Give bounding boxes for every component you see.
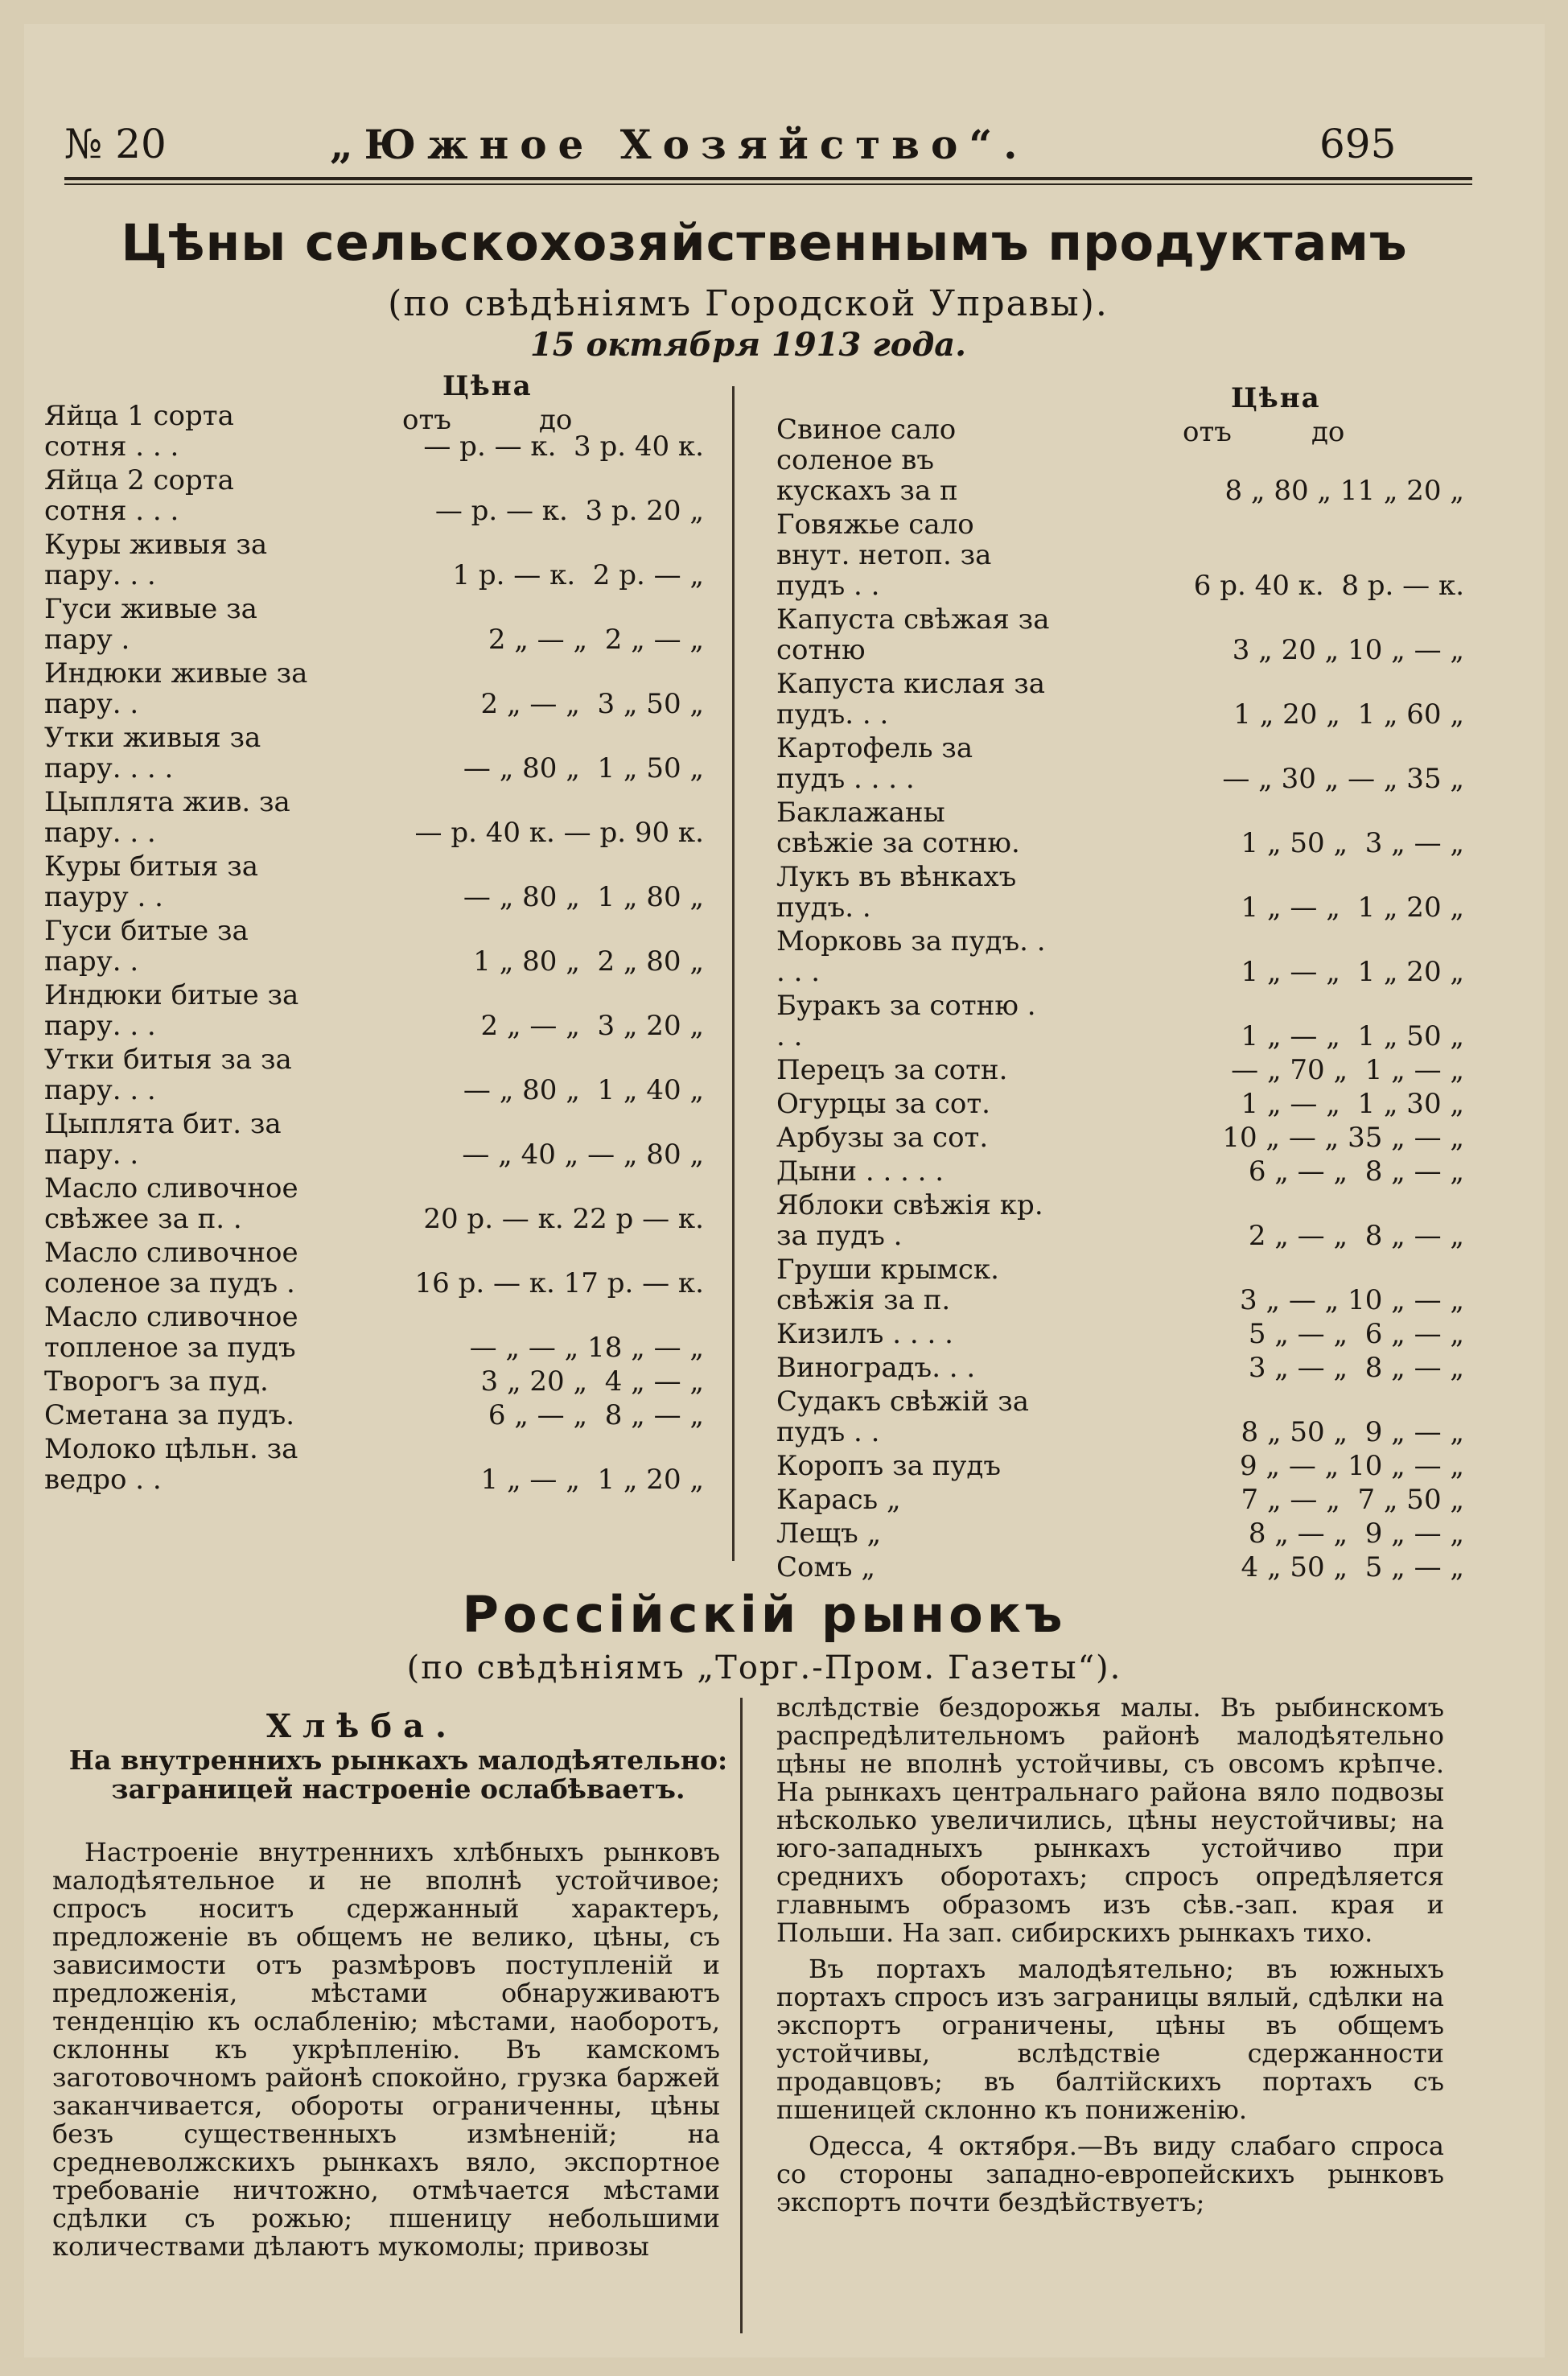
price-range: 9 „ — „ 10 „ — „ [1239,1450,1464,1482]
section-subheading: На внутреннихъ рынкахъ малодѣятельно: заграницей настроеніе ослабѣваетъ. [68,1744,728,1805]
left-from-label: отъ [402,404,451,436]
issue-number: № 20 [64,121,167,167]
left-to-label: до [539,404,573,436]
price-row [44,658,704,719]
price-range: 10 „ — „ 35 „ — „ [1222,1122,1464,1154]
price-row [44,529,704,591]
market-subtitle: (по свѣдѣніямъ „Торг.-Пром. Газеты“). [406,1649,1122,1686]
product-name: Сметана за пудъ. [44,1399,295,1431]
product-name: Картофель за пудъ . . . . [776,732,973,795]
price-row [44,1109,704,1170]
section-heading: Хлѣба. [266,1707,458,1745]
price-range: 2 „ — „ 3 „ 50 „ [480,688,704,720]
product-name: Индюки битые за пару. . . [44,979,299,1042]
right-from-label: отъ [1183,416,1232,448]
price-range: 1 „ 80 „ 2 „ 80 „ [473,945,704,978]
product-name: Яблоки свѣжія кр. за пудъ . [776,1189,1043,1252]
price-row [776,414,1464,506]
price-range: — „ 80 „ 1 „ 80 „ [463,881,704,913]
product-name: Куры битыя за пауру . . [44,850,259,913]
price-range: 20 р. — к. 22 р — к. [423,1203,704,1235]
product-name: Цыплята бит. за пару. . [44,1108,282,1171]
price-row [776,1122,1464,1153]
price-row [776,669,1464,730]
product-name: Перецъ за сотн. [776,1054,1008,1086]
price-range: 4 „ 50 „ 5 „ — „ [1241,1551,1464,1583]
right-paragraph: Въ портахъ малодѣятельно; въ южныхъ портахъ спросъ изъ заграницы вялый, сдѣлки на экспортъ ограничены, цѣны въ общемъ устойчивы, вслѣдствіе сдержанности продавцовъ; въ балтійскихъ портахъ съ пшеницей склонно къ пониженію. [776,1954,1444,2125]
price-range: 8 „ 80 „ 11 „ 20 „ [1224,475,1464,507]
product-name: Капуста свѣжая за сотню [776,603,1050,666]
price-range: 3 „ 20 „ 10 „ — „ [1232,634,1464,666]
product-name: Масло сливочное соленое за пудъ . [44,1237,298,1299]
right-article [776,1694,1444,2225]
product-name: Утки битыя за за пару. . . [44,1044,292,1106]
price-range: 2 „ — „ 8 „ — „ [1248,1220,1464,1252]
price-range: 3 „ 20 „ 4 „ — „ [480,1365,704,1398]
price-row [776,1254,1464,1316]
price-row [44,851,704,912]
price-range: 8 „ 50 „ 9 „ — „ [1241,1416,1464,1448]
journal-name: „Южное Хозяйство“. [330,121,1029,168]
product-name: Гуси живые за пару . [44,593,257,656]
price-range: 1 „ — „ 1 „ 30 „ [1241,1088,1464,1120]
price-row [44,980,704,1041]
header-rule-thin [64,183,1472,185]
product-name: Говяжье сало внут. нетоп. за пудъ . . [776,509,992,602]
price-row [44,1366,704,1397]
price-range: — „ 80 „ 1 „ 50 „ [463,752,704,784]
price-row [44,1044,704,1106]
header-rule [64,177,1472,180]
left-price-label: Цѣна [442,370,533,402]
price-row [44,1400,704,1431]
price-range: 1 р. — к. 2 р. — „ [452,559,704,591]
product-name: Виноградъ. . . [776,1352,976,1384]
price-row [44,1434,704,1495]
price-range: 2 „ — „ 2 „ — „ [488,624,704,656]
price-row [44,465,704,526]
product-name: Буракъ за сотню . . . [776,990,1036,1052]
price-range: — „ 30 „ — „ 35 „ [1222,763,1464,795]
prices-date: 15 октября 1913 года. [529,326,967,364]
product-name: Масло сливочное топленое за пудъ [44,1301,298,1364]
price-range: 1 „ 20 „ 1 „ 60 „ [1233,698,1464,731]
price-range: 1 „ — „ 1 „ 20 „ [1241,892,1464,924]
price-row [44,1237,704,1299]
price-row [776,509,1464,601]
price-row [44,916,704,977]
page-number: 695 [1319,121,1397,167]
price-range: 1 „ — „ 1 „ 50 „ [1241,1020,1464,1052]
left-price-list [44,401,704,1498]
price-range: 6 р. 40 к. 8 р. — к. [1193,570,1464,602]
product-name: Гуси битые за пару. . [44,915,249,978]
prices-title: Цѣны сельскохозяйственнымъ продуктамъ [121,213,1408,272]
product-name: Яйца 2 сорта сотня . . . [44,464,234,527]
product-name: Коропъ за пудъ [776,1450,1001,1482]
prices-subtitle: (по свѣдѣніямъ Городской Управы). [388,283,1109,324]
product-name: Арбузы за сот. [776,1122,989,1154]
price-row [776,1386,1464,1447]
price-row [776,862,1464,923]
product-name: Цыплята жив. за пару. . . [44,786,290,849]
price-range: — „ 70 „ 1 „ — „ [1231,1054,1464,1086]
product-name: Индюки живые за пару. . [44,657,308,720]
price-range: 7 „ — „ 7 „ 50 „ [1241,1484,1464,1516]
product-name: Яйца 1 сорта сотня . . . [44,400,234,463]
column-divider [732,386,735,1561]
price-range: 3 „ — „ 8 „ — „ [1248,1352,1464,1384]
right-price-list [776,414,1464,1586]
price-row [44,787,704,848]
price-row [776,1451,1464,1481]
price-range: 1 „ 50 „ 3 „ — „ [1241,827,1464,859]
price-range: 8 „ — „ 9 „ — „ [1248,1517,1464,1550]
price-row [776,990,1464,1052]
price-range: 16 р. — к. 17 р. — к. [414,1267,704,1299]
product-name: Масло сливочное свѣжее за п. . [44,1172,298,1235]
price-range: 6 „ — „ 8 „ — „ [488,1399,704,1431]
right-to-label: до [1311,416,1345,448]
product-name: Карась „ [776,1484,901,1516]
price-row [776,1055,1464,1085]
product-name: Огурцы за сот. [776,1088,990,1120]
price-row [776,1319,1464,1349]
product-name: Свиное сало соленое въ кускахъ за п [776,414,958,507]
price-row [776,1089,1464,1119]
price-range: — р. — к. 3 р. 40 к. [423,430,704,463]
right-paragraph: Одесса, 4 октября.—Въ виду слабаго спроса со стороны западно-европейскихъ рынковъ экспортъ почти бездѣйствуетъ; [776,2131,1444,2217]
price-row [776,926,1464,987]
price-range: — „ — „ 18 „ — „ [469,1332,704,1364]
price-range: 1 „ — „ 1 „ 20 „ [1241,956,1464,988]
price-row [776,1484,1464,1515]
price-row [44,594,704,655]
price-row [44,1302,704,1363]
running-header [64,105,1400,185]
product-name: Куры живыя за пару. . . [44,529,268,591]
price-row [776,733,1464,794]
price-range: 5 „ — „ 6 „ — „ [1248,1318,1464,1350]
price-row [44,401,704,462]
price-row [776,1190,1464,1251]
product-name: Утки живыя за пару. . . . [44,722,261,784]
price-row [44,1173,704,1234]
left-article [52,1839,720,2269]
newspaper-page [24,24,1545,2357]
price-row [776,1518,1464,1549]
product-name: Морковь за пудъ. . . . . [776,925,1046,988]
price-range: 3 „ — „ 10 „ — „ [1239,1284,1464,1316]
price-range: 6 „ — „ 8 „ — „ [1248,1155,1464,1188]
price-row [776,797,1464,859]
product-name: Судакъ свѣжій за пудъ . . [776,1386,1030,1448]
product-name: Лукъ въ вѣнкахъ пудъ. . [776,861,1017,924]
price-range: — р. — к. 3 р. 20 „ [434,495,704,527]
product-name: Сомъ „ [776,1551,875,1583]
price-row [776,604,1464,665]
price-range: 1 „ — „ 1 „ 20 „ [480,1464,704,1496]
left-paragraph: Настроеніе внутреннихъ хлѣбныхъ рынковъ малодѣятельное и не вполнѣ устойчивое; спросъ носитъ сдержанный характеръ, предложеніе въ общемъ не велико, цѣны, съ зависимости отъ размѣровъ поступленій и предложенія, мѣстами обнаруживаютъ тенденцію къ ослабленію; мѣстами, наоборотъ, склонны къ укрѣпленію. Въ камскомъ заготовочномъ районѣ спокойно, грузка баржей заканчивается, обороты ограниченны, цѣны безъ существенныхъ измѣненій; на средневолжскихъ рынкахъ вяло, экспортное требованіе ничтожно, отмѣчается мѣстами сдѣлки съ рожью; пшеницу небольшими количествами дѣлаютъ мукомолы; привозы [52,1837,720,2262]
price-row [44,723,704,784]
price-row [776,1156,1464,1187]
right-paragraph: вслѣдствіе бездорожья малы. Въ рыбинскомъ распредѣлительномъ районѣ малодѣятельно цѣны не вполнѣ устойчивы, съ овсомъ крѣпче. На рынкахъ центральнаго района вяло подвозы нѣсколько увеличились, цѣны неустойчивы; на юго-западныхъ рынкахъ устойчиво при среднихъ оборотахъ; спросъ опредѣляется главнымъ образомъ изъ сѣв.-зап. края и Польши. На зап. сибирскихъ рынкахъ тихо. [776,1692,1444,1948]
product-name: Творогъ за пуд. [44,1365,269,1398]
product-name: Молоко цѣльн. за ведро . . [44,1433,298,1496]
product-name: Лещъ „ [776,1517,882,1550]
product-name: Кизилъ . . . . [776,1318,953,1350]
price-row [776,1552,1464,1583]
price-range: — р. 40 к. — р. 90 к. [414,817,704,849]
market-title: Россійскій рынокъ [462,1585,1067,1644]
price-range: — „ 80 „ 1 „ 40 „ [463,1074,704,1106]
right-price-label: Цѣна [1231,382,1321,414]
price-row [776,1353,1464,1383]
product-name: Груши крымск. свѣжія за п. [776,1254,999,1316]
article-divider [740,1698,743,2333]
product-name: Капуста кислая за пудъ. . . [776,668,1046,731]
price-range: — „ 40 „ — „ 80 „ [462,1139,704,1171]
product-name: Дыни . . . . . [776,1155,945,1188]
product-name: Баклажаны свѣжіе за сотню. [776,797,1020,859]
price-range: 2 „ — „ 3 „ 20 „ [480,1010,704,1042]
